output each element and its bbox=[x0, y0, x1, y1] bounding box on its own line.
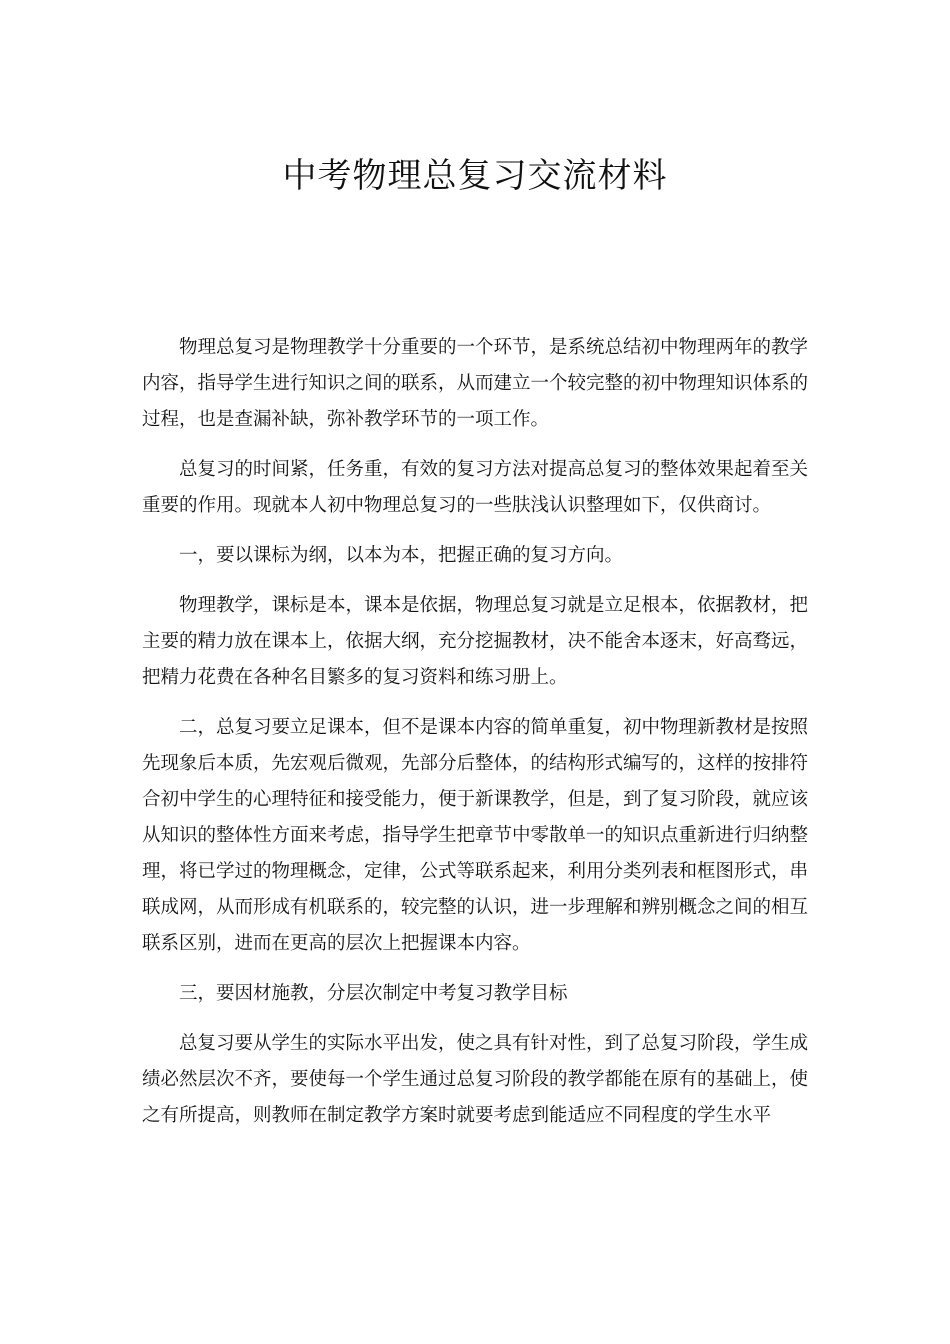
paragraph-section-3: 总复习要从学生的实际水平出发，使之具有针对性，到了总复习阶段，学生成绩必然层次不齐，要使每一个学生通过总复习阶段的教学都能在原有的基础上，使之有所提高，则教师在制定教学方案时就要考虑到能适应不同程度的学生水平 bbox=[142, 1033, 809, 1126]
section-heading-1: 一，要以课标为纲，以本为本，把握正确的复习方向。 bbox=[179, 545, 624, 566]
document-body bbox=[142, 330, 808, 1148]
section-heading-3: 三，要因材施教，分层次制定中考复习教学目标 bbox=[179, 983, 568, 1004]
paragraph-section-2: 二，总复习要立足课本，但不是课本内容的简单重复，初中物理新教材是按照先现象后本质，先宏观后微观，先部分后整体，的结构形式编写的，这样的按排符合初中学生的心理特征和接受能力，便于新课教学，但是，到了复习阶段，就应该从知识的整体性方面来考虑，指导学生把章节中零散单一的知识点重新进行归纳整理，将已学过的物理概念，定律，公式等联系起来，利用分类列表和框图形式，串联成网，从而形成有机联系的，较完整的认识，进一步理解和辨别概念之间的相互联系区别，进而在更高的层次上把握课本内容。 bbox=[142, 717, 809, 954]
paragraph-section-1: 物理教学，课标是本，课本是依据，物理总复习就是立足根本，依据教材，把主要的精力放在课本上，依据大纲，充分挖掘教材，决不能舍本逐末，好高骛远，把精力花费在各种名目繁多的复习资料和练习册上。 bbox=[142, 595, 809, 688]
paragraph-overview: 总复习的时间紧，任务重，有效的复习方法对提高总复习的整体效果起着至关重要的作用。现就本人初中物理总复习的一些肤浅认识整理如下，仅供商讨。 bbox=[142, 459, 809, 516]
paragraph-intro: 物理总复习是物理教学十分重要的一个环节，是系统总结初中物理两年的教学内容，指导学生进行知识之间的联系，从而建立一个较完整的初中物理知识体系的过程，也是查漏补缺，弥补教学环节的一项工作。 bbox=[142, 337, 809, 430]
document-title: 中考物理总复习交流材料 bbox=[282, 156, 668, 196]
